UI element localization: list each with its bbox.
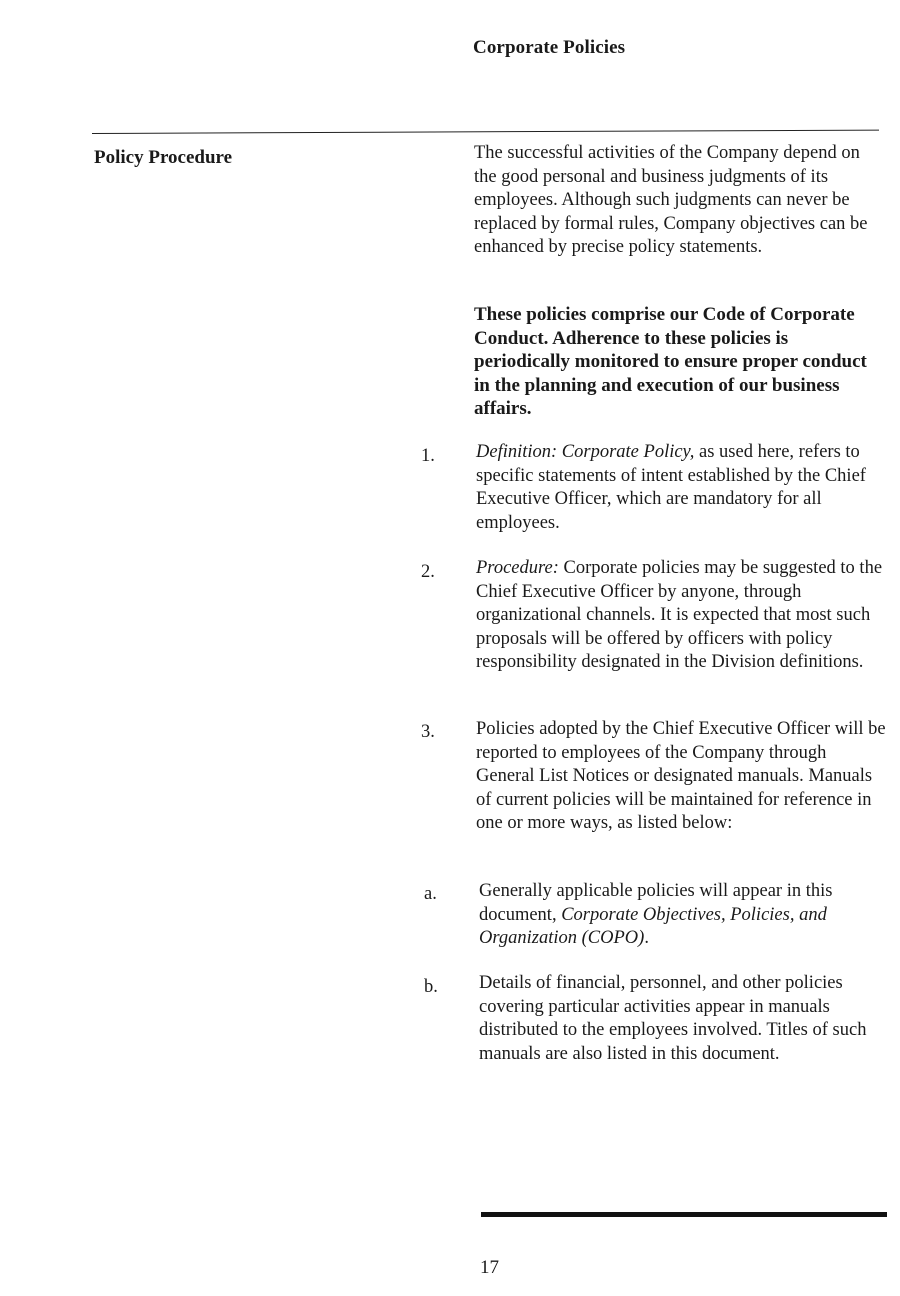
running-title: Corporate Policies: [473, 37, 626, 58]
subitem-b-text: Details of financial, personnel, and other policies covering particular activities appear in manuals distributed to the employees involved. Titles of such manuals are also listed in this document.: [479, 973, 867, 1064]
item-2-body: Corporate policies may be suggested to the Chief Executive Officer by anyone, through organizational channels. It is expected that most such proposals will be offered by officers with policy responsibility designated in the Division definitions.: [476, 558, 883, 672]
bottom-rule: [481, 1212, 887, 1217]
bold-paragraph: These policies comprise our Code of Corporate Conduct. Adherence to these policies is periodically monitored to ensure proper conduct in the planning and execution of our business affairs.: [474, 304, 867, 419]
item-2-lead: Procedure:: [476, 558, 559, 578]
subitem-a-body: Generally applicable policies will appear in this document,: [479, 881, 833, 925]
item-1-text: [476, 441, 886, 535]
page-number: 17: [480, 1257, 499, 1278]
item-1-body: as used here, refers to specific statements of intent established by the Chief Executive Officer, which are mandatory for all employees.: [476, 442, 866, 533]
item-1-lead: Definition: Corporate Policy,: [476, 442, 695, 462]
item-1-marker: 1.: [421, 446, 435, 466]
item-3-marker: 3.: [421, 722, 435, 742]
subitem-b-marker: b.: [424, 977, 438, 997]
top-rule: [92, 130, 879, 134]
section-label: Policy Procedure: [94, 147, 233, 168]
item-3-text: Policies adopted by the Chief Executive Officer will be reported to employees of the Company through General List Notices or designated manuals. Manuals of current policies will be maintained for reference in one or more ways, as listed below:: [476, 719, 886, 833]
subitem-a-text: [479, 880, 889, 951]
subitem-a-marker: a.: [424, 884, 437, 904]
subitem-a-tail: .: [644, 928, 649, 948]
item-2-marker: 2.: [421, 562, 435, 582]
subitem-a-title: Corporate Objectives, Policies, and Organization (COPO): [479, 904, 827, 948]
intro-paragraph: The successful activities of the Company depend on the good personal and business judgments of its employees. Although such judgments can never be replaced by formal rules, Company objectives can be enhanced by precise policy statements.: [474, 143, 868, 257]
item-2-text: [476, 557, 886, 675]
